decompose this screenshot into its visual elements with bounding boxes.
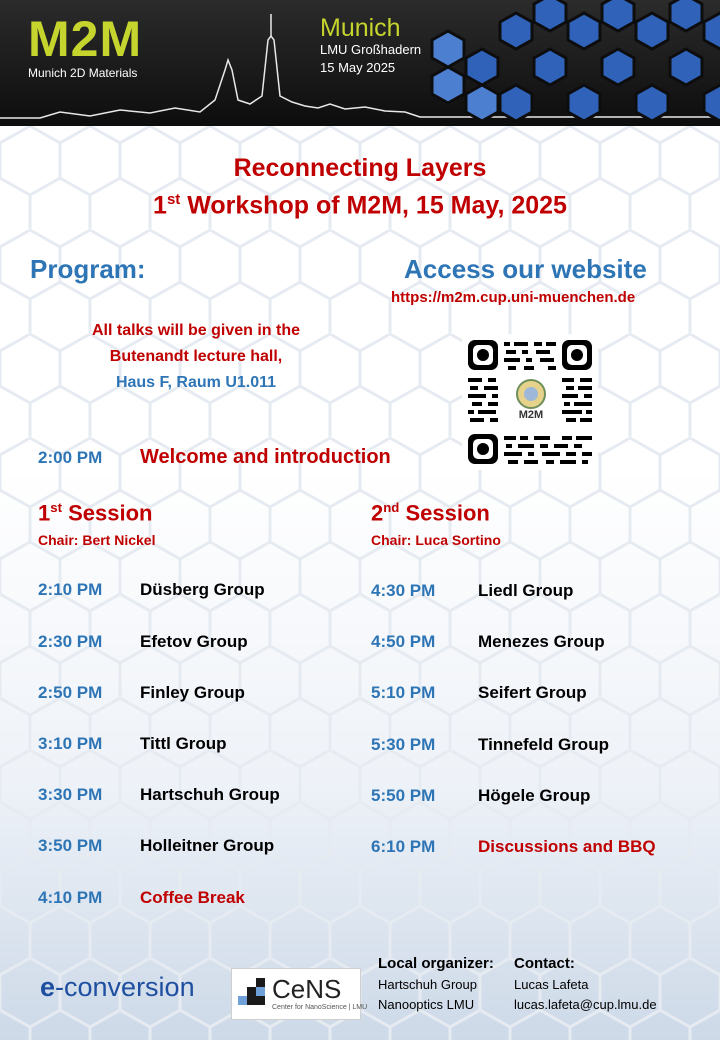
m2m-logo: M2M bbox=[28, 11, 143, 67]
welcome-time: 2:00 PM bbox=[38, 448, 103, 467]
session2-talk: Seifert Group bbox=[478, 683, 587, 702]
workshop-subtitle bbox=[0, 191, 720, 220]
session1-time: 2:10 PM bbox=[38, 580, 103, 599]
e-conversion-rest: -conversion bbox=[55, 972, 195, 1002]
bbq-label: Discussions and BBQ bbox=[478, 837, 656, 856]
session2-heading bbox=[371, 500, 490, 526]
e-conversion-logo bbox=[40, 972, 195, 1003]
session1-talk: Holleitner Group bbox=[140, 836, 275, 855]
session1-talk: Finley Group bbox=[140, 683, 245, 702]
session2-chair: Chair: Luca Sortino bbox=[371, 532, 501, 548]
contact-heading: Contact: bbox=[514, 955, 575, 972]
session2-talk: Tinnefeld Group bbox=[478, 735, 609, 754]
session1-time: 3:50 PM bbox=[38, 836, 103, 855]
e-conversion-prefix: e bbox=[40, 972, 56, 1002]
session2-talk: Högele Group bbox=[478, 786, 591, 805]
website-url[interactable]: https://m2m.cup.uni-muenchen.de bbox=[391, 289, 636, 306]
session1-ordinal-suffix: st bbox=[50, 500, 62, 515]
program-heading: Program: bbox=[30, 254, 146, 284]
organizer-line2: Nanooptics LMU bbox=[378, 997, 475, 1012]
session2-talk: Menezes Group bbox=[478, 632, 605, 651]
session1-title: Session bbox=[61, 500, 153, 526]
organizer-heading: Local organizer: bbox=[378, 955, 494, 972]
qr-center-label: M2M bbox=[518, 409, 544, 421]
cens-subtitle: Center for NanoScience | LMU bbox=[272, 1004, 368, 1011]
session1-time: 3:10 PM bbox=[38, 734, 103, 753]
coffee-break-time: 4:10 PM bbox=[38, 888, 103, 907]
website-heading: Access our website bbox=[404, 254, 647, 284]
contact-name: Lucas Lafeta bbox=[514, 977, 589, 992]
logo-subtitle: Munich 2D Materials bbox=[28, 66, 138, 80]
cens-name: CeNS bbox=[272, 974, 342, 1004]
session2-time: 5:10 PM bbox=[371, 683, 436, 702]
session1-ordinal: 1 bbox=[38, 500, 51, 526]
welcome-label: Welcome and introduction bbox=[140, 446, 391, 468]
contact-email[interactable]: lucas.lafeta@cup.lmu.de bbox=[514, 997, 657, 1012]
session2-time: 4:30 PM bbox=[371, 581, 436, 600]
cens-logo bbox=[231, 968, 368, 1020]
session2-ordinal-suffix: nd bbox=[383, 500, 400, 515]
bbq-time: 6:10 PM bbox=[371, 837, 436, 856]
session2-time: 5:50 PM bbox=[371, 786, 436, 805]
session2-ordinal: 2 bbox=[371, 500, 384, 526]
title-rest: Workshop of M2M, 15 May, 2025 bbox=[180, 191, 567, 220]
venue-note-line2: Butenandt lecture hall, bbox=[109, 348, 283, 365]
title-ordinal-suffix: st bbox=[166, 191, 181, 208]
session1-talk: Düsberg Group bbox=[140, 580, 265, 599]
session1-talk: Hartschuh Group bbox=[140, 785, 280, 804]
session1-time: 2:50 PM bbox=[38, 683, 103, 702]
workshop-title: Reconnecting Layers bbox=[233, 154, 487, 182]
venue-note-line3: Haus F, Raum U1.011 bbox=[115, 374, 277, 391]
session1-talk: Tittl Group bbox=[140, 734, 227, 753]
session1-chair: Chair: Bert Nickel bbox=[38, 532, 156, 548]
session2-talk: Liedl Group bbox=[478, 581, 574, 600]
coffee-break-label: Coffee Break bbox=[140, 888, 245, 907]
banner-venue: LMU Großhadern bbox=[320, 42, 422, 57]
title-ordinal: 1 bbox=[153, 191, 167, 220]
session2-title: Session bbox=[399, 500, 490, 526]
organizer-line1: Hartschuh Group bbox=[378, 977, 477, 992]
cens-squares-icon bbox=[236, 976, 272, 1012]
header-banner bbox=[0, 0, 720, 126]
venue-note-line1: All talks will be given in the bbox=[91, 322, 301, 339]
qr-code-icon bbox=[462, 334, 598, 470]
banner-date: 15 May 2025 bbox=[320, 60, 396, 75]
session2-time: 4:50 PM bbox=[371, 632, 436, 651]
website-qr-code[interactable] bbox=[462, 334, 598, 470]
session1-time: 2:30 PM bbox=[38, 632, 103, 651]
session1-heading bbox=[38, 500, 152, 526]
session1-time: 3:30 PM bbox=[38, 785, 103, 804]
banner-city: Munich bbox=[320, 14, 401, 42]
session2-time: 5:30 PM bbox=[371, 735, 436, 754]
session1-talk: Efetov Group bbox=[140, 632, 248, 651]
